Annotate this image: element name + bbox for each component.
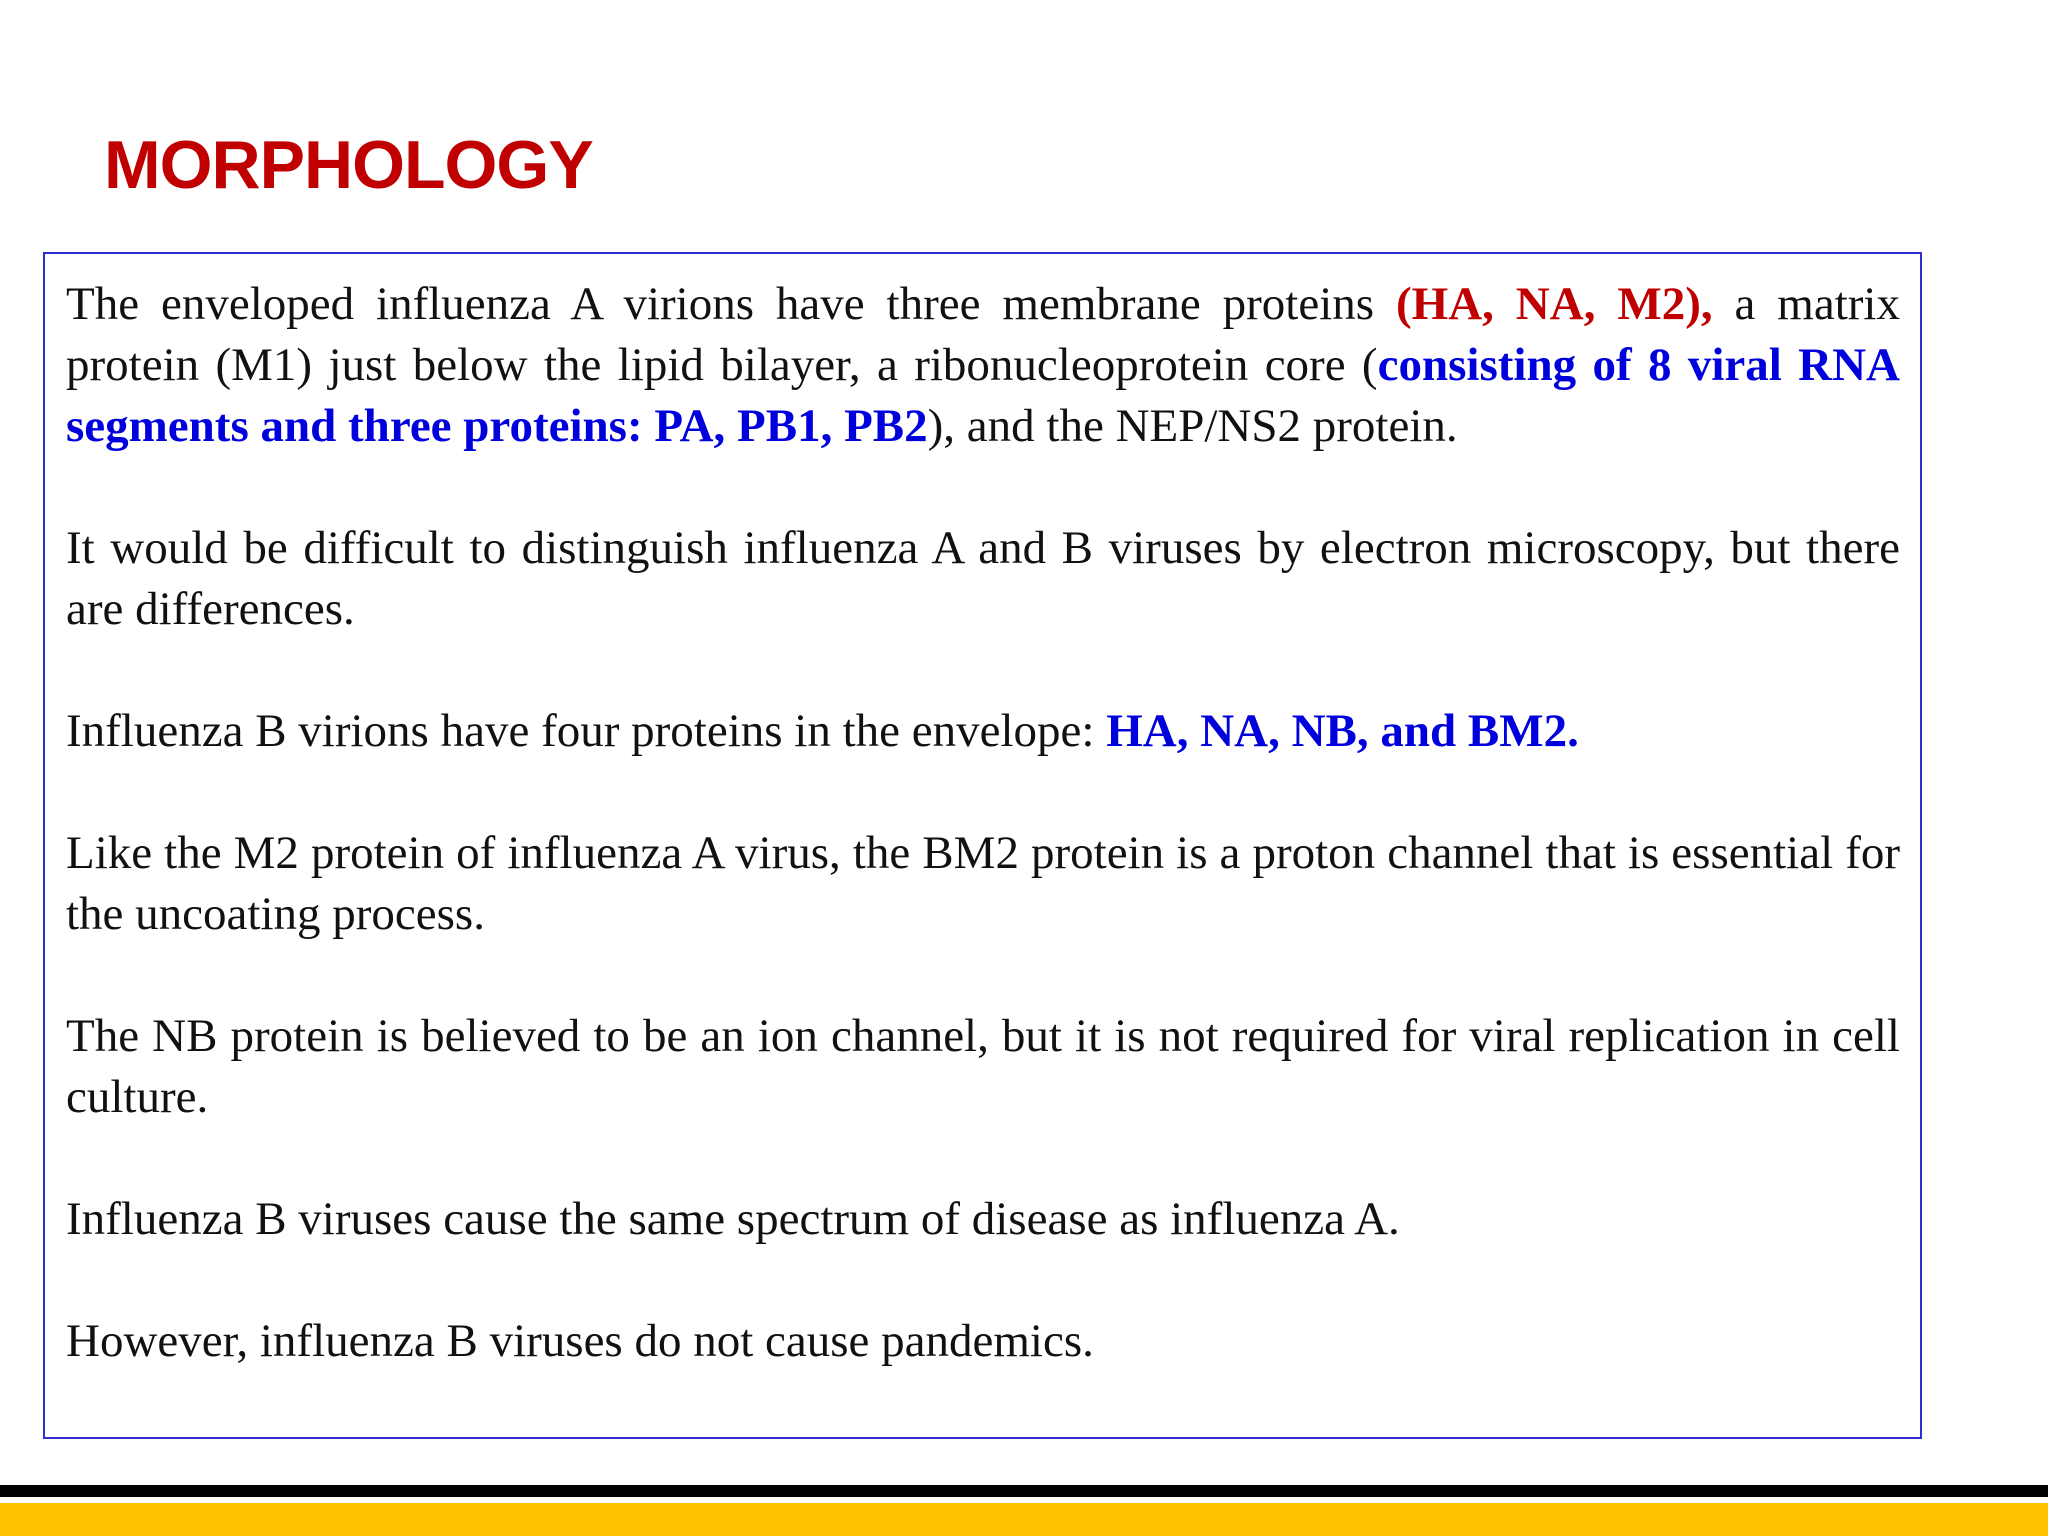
highlight-b-envelope-proteins: HA, NA, NB, and BM2. — [1106, 705, 1579, 757]
paragraph-nb-ion-channel: The NB protein is believed to be an ion channel, but it is not required for viral replication in cell culture. — [66, 1010, 1900, 1123]
paragraph-spacer — [66, 762, 1900, 823]
paragraph-spacer — [66, 1128, 1900, 1189]
paragraph-disease-spectrum: Influenza B viruses cause the same spectrum of disease as influenza A. — [66, 1193, 1400, 1245]
text-segment: Influenza B virions have four proteins in the envelope: — [66, 705, 1107, 757]
paragraph-spacer — [66, 945, 1900, 1006]
text-segment: The enveloped influenza A virions have three membrane proteins — [66, 278, 1396, 330]
text-segment: ), and the NEP/NS2 protein. — [927, 400, 1458, 452]
highlight-rnp-core: consisting of 8 viral RNA segments and three proteins: PA, PB1, PB2 — [66, 339, 1900, 452]
paragraph-bm2-proton-channel: Like the M2 protein of influenza A virus, the BM2 protein is a proton channel that is essential for the uncoating process. — [66, 827, 1900, 940]
highlight-membrane-proteins: (HA, NA, M2), — [1396, 278, 1713, 330]
paragraph-envelope-proteins-b — [66, 701, 1900, 762]
text-segment: a matrix protein (M1) just below the lipid bilayer, a ribonucleoprotein core ( — [66, 278, 1900, 391]
footer-yellow-stripe — [0, 1503, 2048, 1536]
paragraph-no-pandemics: However, influenza B viruses do not cause pandemics. — [66, 1315, 1094, 1367]
paragraph-distinguish-a-b: It would be difficult to distinguish influenza A and B viruses by electron microscopy, but there are differences. — [66, 522, 1900, 635]
content-box — [43, 252, 1922, 1439]
footer-black-stripe — [0, 1485, 2048, 1497]
slide-title: MORPHOLOGY — [104, 127, 593, 203]
paragraph-spacer — [66, 640, 1900, 701]
paragraph-spacer — [66, 457, 1900, 518]
paragraph-spacer — [66, 1250, 1900, 1311]
paragraph-envelope-proteins-a — [66, 274, 1900, 457]
